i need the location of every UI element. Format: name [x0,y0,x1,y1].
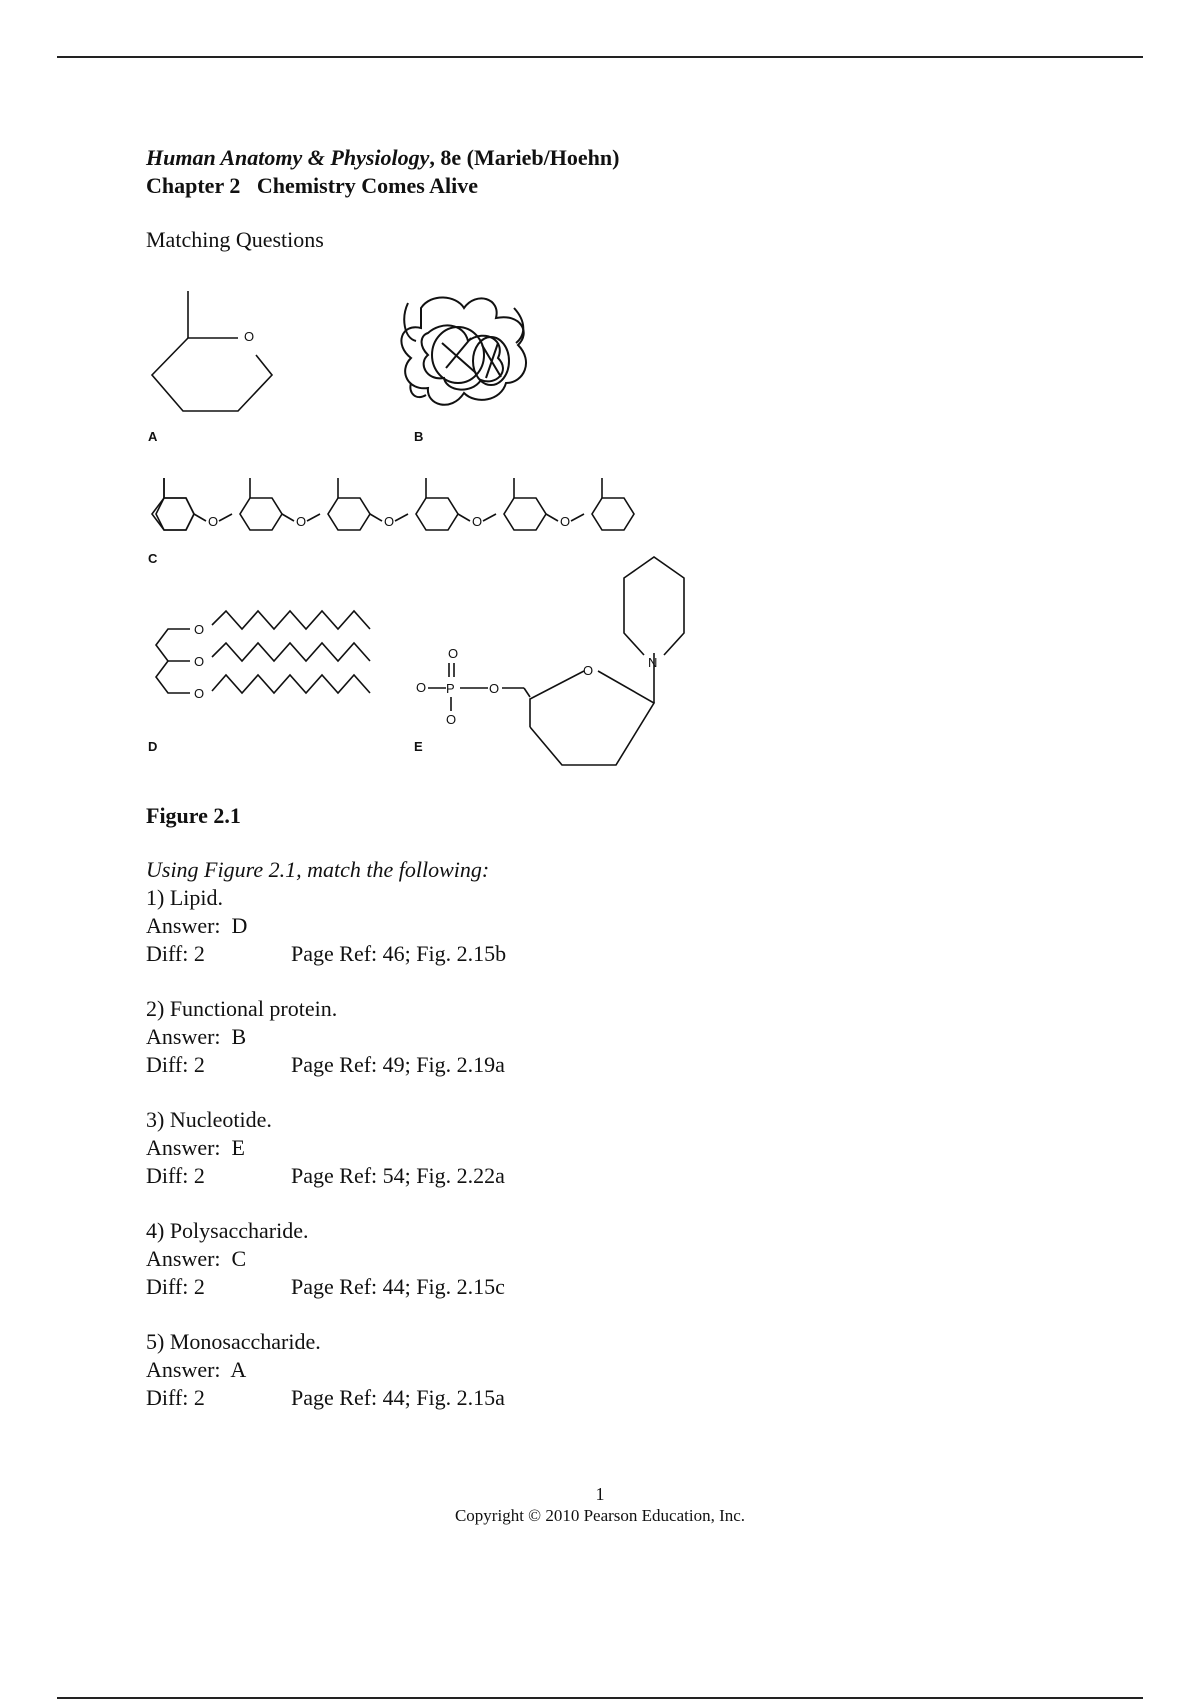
question-answer: Answer: C [146,1246,247,1271]
difficulty: Diff: 2 [146,941,205,966]
question-answer: Answer: E [146,1135,245,1160]
atom-o: O [446,712,457,727]
question-prompt: 4) Polysaccharide. [146,1218,309,1243]
question-answer: Answer: A [146,1357,247,1382]
figure-2-1 [146,283,726,773]
page-ref: Page Ref: 54; Fig. 2.22a [291,1163,505,1188]
atom-o: O [194,686,205,701]
book-title: Human Anatomy & Physiology [146,145,430,170]
structure-a-monosaccharide [148,291,272,444]
question-meta [146,1384,506,1412]
chapter-title: Chapter 2 Chemistry Comes Alive [146,173,478,198]
page-ref: Page Ref: 46; Fig. 2.15b [291,941,507,966]
atom-o: O [244,329,255,344]
atom-o: O [448,646,459,661]
page-number: 1 [595,1484,605,1504]
footer-rule [57,1697,1143,1699]
page-ref: Page Ref: 44; Fig. 2.15c [291,1274,505,1299]
atom-o: O [489,681,500,696]
difficulty: Diff: 2 [146,1163,205,1188]
atom-o: O [416,680,427,695]
page-header [146,144,1086,254]
question-meta [146,1051,506,1079]
atom-o: O [296,514,307,529]
question-item [146,995,506,1079]
instructions: Using Figure 2.1, match the following: [146,857,490,882]
page-ref: Page Ref: 49; Fig. 2.19a [291,1052,505,1077]
question-list [146,856,506,1412]
question-item [146,1106,506,1190]
difficulty: Diff: 2 [146,1052,205,1077]
section-title: Matching Questions [146,227,324,252]
question-item [146,884,506,968]
difficulty: Diff: 2 [146,1274,205,1299]
question-item [146,1217,506,1301]
atom-p: P [446,681,455,696]
label-c: C [148,551,158,566]
question-meta [146,1273,506,1301]
atom-n: N [648,655,658,670]
label-e: E [414,739,423,754]
header-rule [57,56,1143,58]
question-meta [146,1162,506,1190]
book-edition: , 8e (Marieb/Hoehn) [429,145,620,170]
label-d: D [148,739,158,754]
book-title-line [146,144,1086,172]
copyright: Copyright © 2010 Pearson Education, Inc. [454,1506,746,1525]
atom-o: O [583,663,594,678]
difficulty: Diff: 2 [146,1385,205,1410]
atom-o: O [194,622,205,637]
question-prompt: 1) Lipid. [146,885,223,910]
structure-d-lipid [148,611,370,754]
question-meta [146,940,506,968]
figure-caption: Figure 2.1 [146,803,241,828]
atom-o: O [560,514,571,529]
label-b: B [414,429,424,444]
question-answer: Answer: B [146,1024,247,1049]
label-a: A [148,429,158,444]
atom-o: O [384,514,395,529]
atom-o: O [472,514,483,529]
question-prompt: 5) Monosaccharide. [146,1329,321,1354]
question-answer: Answer: D [146,913,248,938]
molecular-structures-diagram [146,283,726,773]
question-item [146,1328,506,1412]
structure-c-polysaccharide [148,478,634,566]
structure-e-nucleotide [414,557,684,765]
structure-b-protein [401,297,526,444]
atom-o: O [208,514,219,529]
question-prompt: 3) Nucleotide. [146,1107,272,1132]
question-prompt: 2) Functional protein. [146,996,338,1021]
atom-o: O [194,654,205,669]
page-ref: Page Ref: 44; Fig. 2.15a [291,1385,505,1410]
